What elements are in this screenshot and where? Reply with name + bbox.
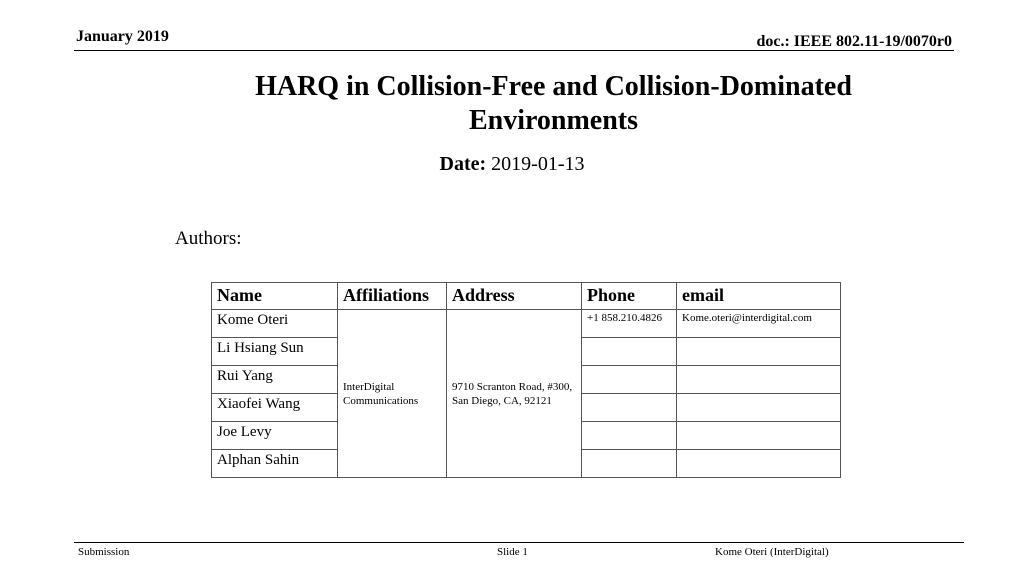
author-email bbox=[677, 394, 841, 422]
column-header-phone: Phone bbox=[582, 283, 677, 310]
author-name: Kome Oteri bbox=[212, 310, 338, 338]
author-email bbox=[677, 338, 841, 366]
slide-date bbox=[0, 153, 1024, 176]
footer-divider bbox=[74, 542, 964, 543]
footer-author: Kome Oteri (InterDigital) bbox=[715, 546, 829, 558]
author-email bbox=[677, 366, 841, 394]
author-email bbox=[677, 422, 841, 450]
author-affiliation: InterDigital Communications bbox=[338, 310, 447, 478]
date-value: 2019-01-13 bbox=[491, 153, 585, 175]
author-email bbox=[677, 450, 841, 478]
header-date: January 2019 bbox=[76, 28, 169, 45]
slide-title bbox=[0, 70, 1024, 138]
author-phone bbox=[582, 422, 677, 450]
author-email: Kome.oteri@interdigital.com bbox=[677, 310, 841, 338]
column-header-address: Address bbox=[447, 283, 582, 310]
author-address: 9710 Scranton Road, #300, San Diego, CA, 92121 bbox=[447, 310, 582, 478]
date-label: Date: bbox=[439, 153, 487, 175]
column-header-name: Name bbox=[212, 283, 338, 310]
authors-table bbox=[211, 282, 841, 478]
author-phone bbox=[582, 394, 677, 422]
author-phone bbox=[582, 450, 677, 478]
column-header-email: email bbox=[677, 283, 841, 310]
slide-title-line-1: HARQ in Collision-Free and Collision-Dominated bbox=[255, 71, 852, 102]
author-phone bbox=[582, 366, 677, 394]
document-id: doc.: IEEE 802.11-19/0070r0 bbox=[756, 33, 952, 50]
author-name: Xiaofei Wang bbox=[212, 394, 338, 422]
author-phone bbox=[582, 338, 677, 366]
author-name: Li Hsiang Sun bbox=[212, 338, 338, 366]
footer-submission: Submission bbox=[78, 546, 130, 558]
authors-label: Authors: bbox=[175, 228, 242, 249]
table-row bbox=[212, 310, 841, 338]
author-name: Alphan Sahin bbox=[212, 450, 338, 478]
author-name: Joe Levy bbox=[212, 422, 338, 450]
author-phone: +1 858.210.4826 bbox=[582, 310, 677, 338]
author-name: Rui Yang bbox=[212, 366, 338, 394]
slide-title-line-2: Environments bbox=[468, 105, 639, 136]
table-header-row bbox=[212, 283, 841, 310]
header-divider bbox=[74, 50, 954, 51]
footer-slide-number: Slide 1 bbox=[497, 546, 528, 558]
column-header-affiliations: Affiliations bbox=[338, 283, 447, 310]
